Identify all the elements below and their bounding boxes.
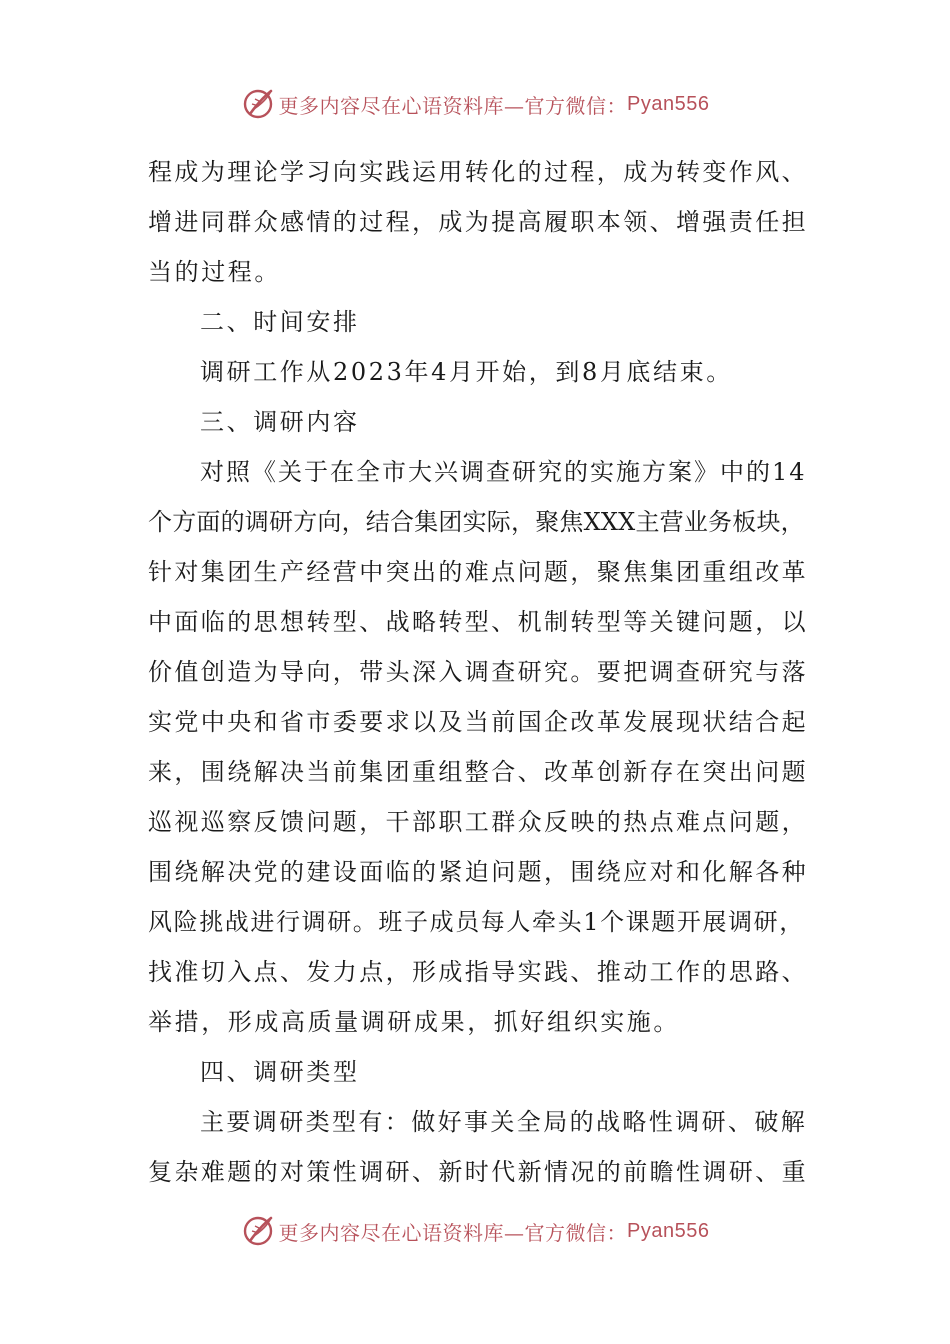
section-heading-type: 四、调研类型 [200, 1058, 360, 1086]
quill-logo-icon [241, 1214, 275, 1248]
document-body [148, 147, 808, 1197]
paragraph-line: 巡视巡察反馈问题，干部职工群众反映的热点难点问题， [148, 808, 808, 836]
watermark-banner-bottom [0, 1211, 950, 1251]
paragraph-line: 来，围绕解决当前集团重组整合、改革创新存在突出问题 [148, 758, 808, 786]
paragraph-line: 程成为理论学习向实践运用转化的过程，成为转变作风、 [148, 158, 808, 186]
watermark-text: 更多内容尽在心语资料库—官方微信： [278, 1220, 628, 1245]
paragraph-line: 复杂难题的对策性调研、新时代新情况的前瞻性调研、重 [148, 1158, 808, 1186]
paragraph-line: 举措，形成高质量调研成果，抓好组织实施。 [148, 1008, 680, 1036]
paragraph-line: 个方面的调研方向，结合集团实际，聚焦XXX主营业务板块， [148, 508, 805, 536]
paragraph-line: 对照《关于在全市大兴调查研究的实施方案》中的14 [200, 458, 807, 486]
quill-logo-icon [241, 87, 275, 121]
paragraph-line: 风险挑战进行调研。班子成员每人牵头1个课题开展调研， [148, 908, 805, 936]
paragraph-line: 围绕解决党的建设面临的紧迫问题，围绕应对和化解各种 [148, 858, 808, 886]
watermark-banner-top [0, 84, 950, 124]
paragraph-line: 找准切入点、发力点，形成指导实践、推动工作的思路、 [148, 958, 808, 986]
watermark-wechat-id: Pyan556 [627, 92, 710, 115]
paragraph-line: 中面临的思想转型、战略转型、机制转型等关键问题，以 [148, 608, 808, 636]
paragraph-line: 价值创造为导向，带头深入调查研究。要把调查研究与落 [148, 658, 808, 686]
paragraph-line: 主要调研类型有：做好事关全局的战略性调研、破解 [200, 1108, 808, 1136]
paragraph-line: 针对集团生产经营中突出的难点问题，聚焦集团重组改革 [148, 558, 808, 586]
watermark-text: 更多内容尽在心语资料库—官方微信： [278, 93, 628, 118]
paragraph-line: 当的过程。 [148, 258, 281, 286]
paragraph-line: 增进同群众感情的过程，成为提高履职本领、增强责任担 [148, 208, 808, 236]
watermark-wechat-id: Pyan556 [627, 1219, 710, 1242]
section-heading-content: 三、调研内容 [200, 408, 360, 436]
section-heading-time: 二、时间安排 [200, 308, 360, 336]
paragraph-line: 调研工作从2023年4月开始，到8月底结束。 [200, 358, 733, 386]
paragraph-line: 实党中央和省市委要求以及当前国企改革发展现状结合起 [148, 708, 808, 736]
